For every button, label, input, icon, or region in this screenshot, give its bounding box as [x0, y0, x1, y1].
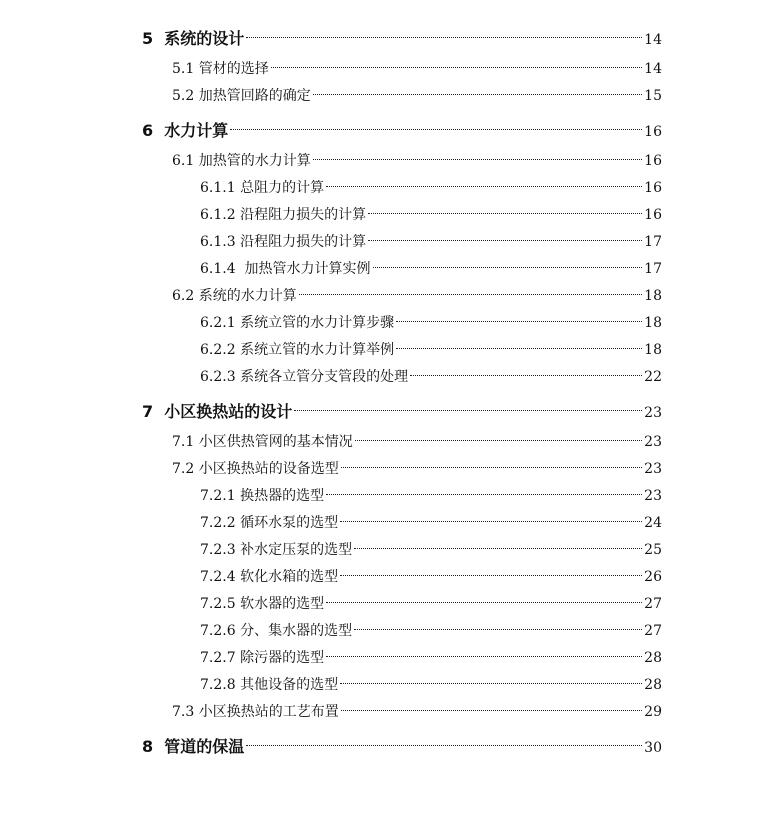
toc-entry-title: 管材的选择 [198, 61, 269, 77]
toc-entry-title: 小区供热管网的基本情况 [198, 434, 353, 450]
toc-entry-number: 6.2.2 [200, 342, 236, 358]
toc-entry-title: 加热管回路的确定 [198, 88, 311, 104]
toc-entry-title: 管道的保温 [164, 737, 245, 756]
toc-page-number: 25 [644, 542, 662, 558]
toc-entry-number: 7.2.3 [200, 542, 236, 558]
toc-dot-leader [340, 683, 642, 684]
toc-entry-title: 小区换热站的设计 [164, 402, 293, 421]
toc-entry-title: 加热管水力计算实例 [240, 261, 371, 277]
toc-page-number: 18 [644, 288, 662, 304]
toc-entry-title: 系统各立管分支管段的处理 [240, 369, 409, 385]
toc-entry-number: 6.2.1 [200, 315, 236, 331]
toc-page-number: 18 [644, 315, 662, 331]
toc-section-entry[interactable] [0, 429, 780, 456]
toc-page-number: 23 [644, 461, 662, 477]
toc-section-entry[interactable] [0, 56, 780, 83]
toc-entry-number: 6.2.3 [200, 369, 236, 385]
toc-page-number: 16 [644, 207, 662, 223]
toc-subsection-entry[interactable] [0, 537, 780, 564]
toc-page-number: 16 [644, 180, 662, 196]
toc-dot-leader [373, 267, 642, 268]
toc-dot-leader [271, 67, 642, 68]
toc-page-number: 16 [644, 153, 662, 169]
toc-entry-number: 5.2 [172, 88, 195, 104]
toc-dot-leader [368, 213, 642, 214]
toc-entry-number: 7 [142, 402, 154, 421]
toc-entry-number: 6.1.2 [200, 207, 236, 223]
toc-dot-leader [354, 548, 642, 549]
toc-dot-leader [341, 710, 642, 711]
toc-section-entry[interactable] [0, 283, 780, 310]
toc-dot-leader [326, 186, 642, 187]
toc-entry-title: 系统的水力计算 [198, 288, 297, 304]
toc-entry-title: 补水定压泵的选型 [240, 542, 353, 558]
toc-subsection-entry[interactable] [0, 202, 780, 229]
toc-page-number: 18 [644, 342, 662, 358]
toc-entry-title: 总阻力的计算 [240, 180, 325, 196]
toc-entry-title: 分、集水器的选型 [240, 623, 353, 639]
toc-page-number: 28 [644, 677, 662, 693]
toc-page-number: 17 [644, 234, 662, 250]
toc-page-number: 15 [644, 88, 662, 104]
toc-entry-number: 7.2 [172, 461, 195, 477]
toc-entry-number: 7.2.5 [200, 596, 236, 612]
toc-entry-number: 5 [142, 29, 154, 48]
toc-section-entry[interactable] [0, 148, 780, 175]
toc-dot-leader [355, 440, 642, 441]
toc-page-number: 29 [644, 704, 662, 720]
toc-entry-title: 软化水箱的选型 [240, 569, 339, 585]
toc-section-entry[interactable] [0, 83, 780, 110]
toc-page-number: 14 [644, 32, 662, 48]
toc-entry-title: 小区换热站的工艺布置 [198, 704, 339, 720]
toc-entry-title: 加热管的水力计算 [198, 153, 311, 169]
toc-dot-leader [396, 348, 642, 349]
toc-entry-title: 系统立管的水力计算举例 [240, 342, 395, 358]
toc-entry-number: 7.2.1 [200, 488, 236, 504]
toc-entry-title: 软水器的选型 [240, 596, 325, 612]
toc-chapter-entry[interactable] [0, 730, 780, 764]
toc-entry-title: 循环水泵的选型 [240, 515, 339, 531]
toc-subsection-entry[interactable] [0, 564, 780, 591]
toc-entry-title: 系统立管的水力计算步骤 [240, 315, 395, 331]
toc-subsection-entry[interactable] [0, 618, 780, 645]
toc-entry-number: 6.1.4 [200, 261, 236, 277]
toc-page-number: 22 [644, 369, 662, 385]
toc-page-number: 28 [644, 650, 662, 666]
toc-entry-number: 7.1 [172, 434, 195, 450]
toc-page-number: 27 [644, 623, 662, 639]
toc-dot-leader [341, 467, 642, 468]
toc-page-number: 23 [644, 405, 662, 421]
toc-entry-title: 水力计算 [164, 121, 229, 140]
toc-dot-leader [396, 321, 642, 322]
toc-entry-number: 7.2.4 [200, 569, 236, 585]
toc-section-entry[interactable] [0, 456, 780, 483]
toc-subsection-entry[interactable] [0, 672, 780, 699]
toc-dot-leader [340, 521, 642, 522]
toc-page-number: 23 [644, 434, 662, 450]
toc-page-number: 27 [644, 596, 662, 612]
toc-dot-leader [294, 410, 642, 411]
toc-entry-number: 6.1.1 [200, 180, 236, 196]
toc-dot-leader [354, 629, 642, 630]
toc-entry-number: 6 [142, 121, 154, 140]
toc-subsection-entry[interactable] [0, 591, 780, 618]
toc-entry-title: 换热器的选型 [240, 488, 325, 504]
toc-chapter-entry[interactable] [0, 22, 780, 56]
toc-entry-number: 7.2.2 [200, 515, 236, 531]
toc-entry-title: 除污器的选型 [240, 650, 325, 666]
toc-entry-title: 其他设备的选型 [240, 677, 339, 693]
toc-section-entry[interactable] [0, 699, 780, 726]
toc-entry-number: 7.2.8 [200, 677, 236, 693]
toc-entry-number: 7.2.7 [200, 650, 236, 666]
toc-chapter-entry[interactable] [0, 395, 780, 429]
toc-page-number: 17 [644, 261, 662, 277]
toc-dot-leader [299, 294, 642, 295]
toc-subsection-entry[interactable] [0, 337, 780, 364]
toc-dot-leader [326, 602, 642, 603]
toc-entry-number: 6.1.3 [200, 234, 236, 250]
toc-dot-leader [410, 375, 642, 376]
toc-entry-number: 5.1 [172, 61, 195, 77]
toc-entry-title: 小区换热站的设备选型 [198, 461, 339, 477]
toc-page-number: 14 [644, 61, 662, 77]
toc-page-number: 24 [644, 515, 662, 531]
toc-dot-leader [326, 656, 642, 657]
toc-entry-title: 沿程阻力损失的计算 [240, 207, 367, 223]
toc-subsection-entry[interactable] [0, 175, 780, 202]
toc-entry-number: 6.2 [172, 288, 195, 304]
toc-subsection-entry[interactable] [0, 510, 780, 537]
toc-dot-leader [326, 494, 642, 495]
toc-page-number: 16 [644, 124, 662, 140]
toc-entry-title: 系统的设计 [164, 29, 245, 48]
toc-subsection-entry[interactable] [0, 256, 780, 283]
toc-chapter-entry[interactable] [0, 114, 780, 148]
toc-dot-leader [246, 37, 642, 38]
toc-entry-title: 沿程阻力损失的计算 [240, 234, 367, 250]
toc-dot-leader [313, 159, 642, 160]
toc-page-number: 30 [644, 740, 662, 756]
toc-subsection-entry[interactable] [0, 645, 780, 672]
table-of-contents [0, 22, 780, 764]
toc-entry-number: 7.3 [172, 704, 195, 720]
toc-entry-number: 7.2.6 [200, 623, 236, 639]
toc-dot-leader [313, 94, 642, 95]
toc-dot-leader [340, 575, 642, 576]
toc-page-number: 26 [644, 569, 662, 585]
toc-subsection-entry[interactable] [0, 483, 780, 510]
toc-page-number: 23 [644, 488, 662, 504]
toc-subsection-entry[interactable] [0, 229, 780, 256]
toc-subsection-entry[interactable] [0, 310, 780, 337]
toc-dot-leader [246, 745, 642, 746]
toc-entry-number: 8 [142, 737, 154, 756]
toc-dot-leader [368, 240, 642, 241]
toc-dot-leader [230, 129, 642, 130]
toc-entry-number: 6.1 [172, 153, 195, 169]
toc-subsection-entry[interactable] [0, 364, 780, 391]
